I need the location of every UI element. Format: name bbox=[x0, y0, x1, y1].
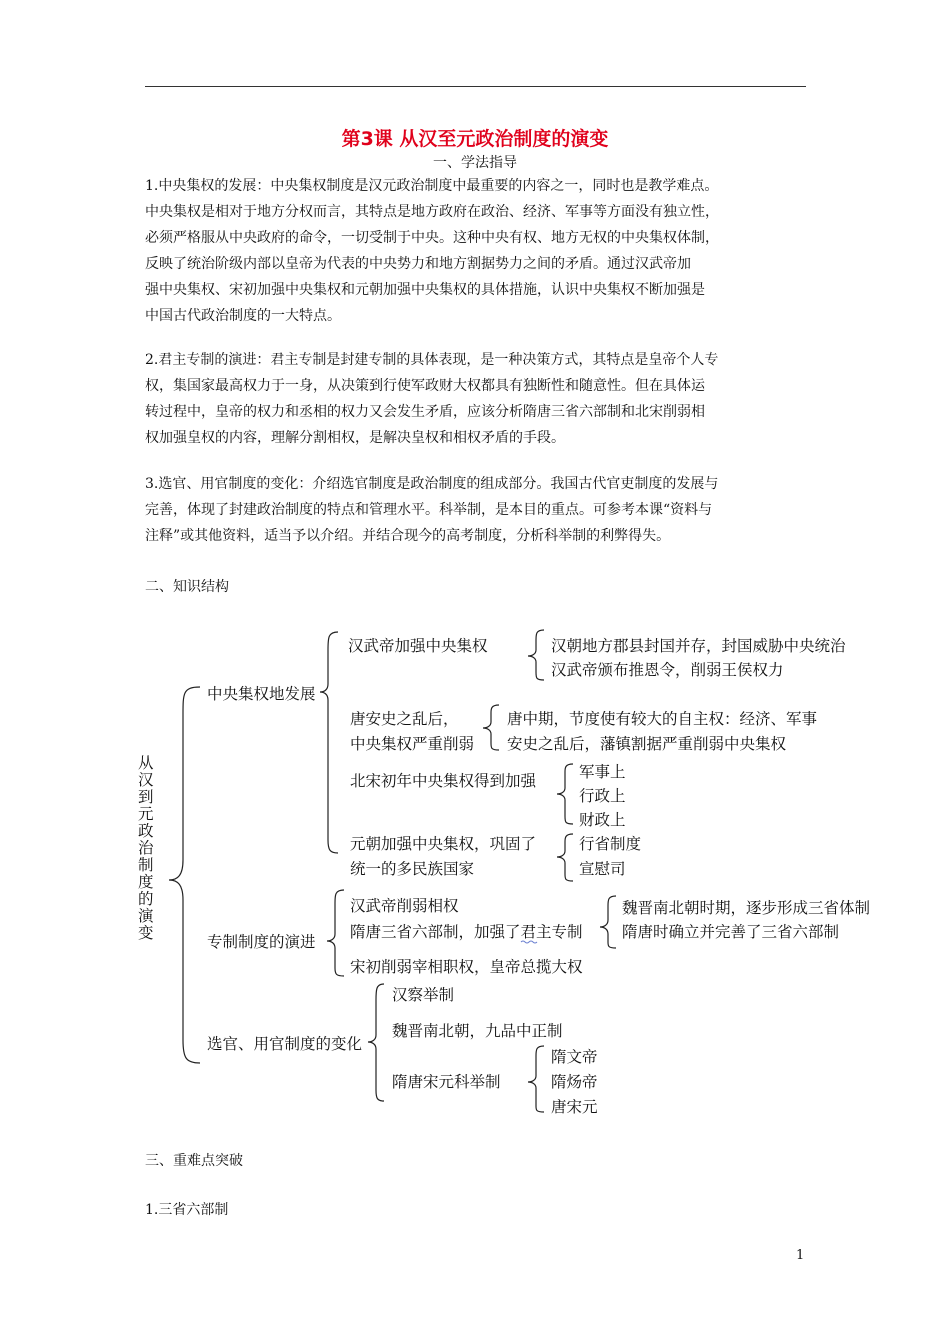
root-char: 度 bbox=[138, 873, 154, 891]
root-char: 从 bbox=[138, 754, 154, 772]
sanxing-item: 隋唐时确立并完善了三省六部制 bbox=[622, 923, 840, 941]
root-char: 演 bbox=[138, 907, 154, 925]
sanxing-brace bbox=[600, 896, 616, 948]
paragraph-line: 反映了统治阶级内部以皇帝为代表的中央势力和地方割据势力之间的矛盾。通过汉武帝加 bbox=[145, 256, 691, 272]
song-item: 财政上 bbox=[579, 811, 626, 829]
spell-underline bbox=[521, 941, 537, 943]
paragraph-line: 2.君主专制的演进：君主专制是封建专制的具体表现，是一种决策方式，其特点是皇帝个人专 bbox=[145, 352, 719, 368]
yuan-item: 宣慰司 bbox=[579, 860, 626, 878]
root-char: 变 bbox=[138, 924, 154, 942]
han-item: 汉朝地方郡县封国并存，封国威胁中央统治 bbox=[551, 637, 846, 655]
yuan-brace bbox=[557, 834, 573, 881]
root-char: 元 bbox=[138, 805, 154, 823]
root-brace bbox=[169, 687, 200, 1063]
han-item: 汉武帝颁布推恩令，削弱王侯权力 bbox=[551, 661, 784, 679]
section1-heading: 一、学法指导 bbox=[433, 155, 517, 171]
section3-heading: 三、重难点突破 bbox=[145, 1153, 243, 1169]
root-char: 汉 bbox=[138, 771, 154, 789]
selection-label: 选官、用官制度的变化 bbox=[207, 1035, 363, 1053]
yuan-label-line: 元朝加强中央集权，巩固了 bbox=[350, 835, 537, 853]
yuan-item: 行省制度 bbox=[579, 835, 642, 853]
tang-label-line: 中央集权严重削弱 bbox=[350, 735, 475, 753]
paragraph-line: 中央集权是相对于地方分权而言，其特点是地方政府在政治、经济、军事等方面没有独立性， bbox=[145, 204, 719, 220]
selection-item: 汉察举制 bbox=[392, 986, 455, 1004]
root-char: 制 bbox=[138, 856, 154, 874]
autocracy-item: 汉武帝削弱相权 bbox=[350, 897, 459, 915]
paragraph-line: 必须严格服从中央政府的命令，一切受制于中央。这种中央有权、地方无权的中央集权体制， bbox=[145, 230, 719, 246]
han-brace bbox=[528, 630, 544, 680]
song-item: 行政上 bbox=[579, 787, 626, 805]
paragraph-line: 转过程中，皇帝的权力和丞相的权力又会发生矛盾，应该分析隋唐三省六部制和北宋削弱相 bbox=[145, 404, 705, 420]
autocracy-brace bbox=[327, 890, 344, 976]
song-label: 北宋初年中央集权得到加强 bbox=[350, 772, 537, 790]
tang-brace bbox=[483, 705, 499, 750]
song-item: 军事上 bbox=[579, 763, 626, 781]
subsection-heading: 1.三省六部制 bbox=[145, 1202, 229, 1218]
page-title: 第3课 从汉至元政治制度的演变 bbox=[341, 128, 609, 150]
tang-item: 唐中期，节度使有较大的自主权：经济、军事 bbox=[507, 710, 818, 728]
paragraph-line: 中国古代政治制度的一大特点。 bbox=[145, 308, 341, 324]
keju-brace bbox=[528, 1046, 544, 1112]
root-char: 政 bbox=[138, 822, 154, 840]
section2-heading: 二、知识结构 bbox=[145, 579, 229, 595]
autocracy-item: 隋唐三省六部制，加强了君主专制 bbox=[350, 923, 583, 941]
paragraph-line: 权加强皇权的内容，理解分割相权，是解决皇权和相权矛盾的手段。 bbox=[145, 430, 565, 446]
yuan-label-line: 统一的多民族国家 bbox=[350, 860, 475, 878]
tang-item: 安史之乱后，藩镇割据严重削弱中央集权 bbox=[507, 735, 787, 753]
page-number: 1 bbox=[796, 1248, 805, 1263]
selection-item: 魏晋南北朝，九品中正制 bbox=[392, 1022, 563, 1040]
sanxing-item: 魏晋南北朝时期，逐步形成三省体制 bbox=[622, 899, 871, 917]
paragraph-line: 权，集国家最高权力于一身，从决策到行使军政财大权都具有独断性和随意性。但在具体运 bbox=[145, 378, 705, 394]
root-char: 的 bbox=[138, 890, 154, 908]
keju-item: 唐宋元 bbox=[551, 1098, 598, 1116]
paragraph-line: 1.中央集权的发展：中央集权制度是汉元政治制度中最重要的内容之一，同时也是教学难点。 bbox=[145, 178, 719, 194]
root-char: 到 bbox=[138, 788, 154, 806]
central-brace bbox=[320, 632, 338, 853]
paragraph-line: 注释”或其他资料，适当予以介绍。并结合现今的高考制度，分析科举制的利弊得失。 bbox=[145, 528, 671, 544]
paragraph-line: 强中央集权、宋初加强中央集权和元朝加强中央集权的具体措施，认识中央集权不断加强是 bbox=[145, 282, 705, 298]
song-brace bbox=[557, 764, 573, 824]
keju-item: 隋文帝 bbox=[551, 1048, 598, 1066]
autocracy-item: 宋初削弱宰相职权，皇帝总揽大权 bbox=[350, 958, 583, 976]
keju-item: 隋炀帝 bbox=[551, 1073, 598, 1091]
tang-label-line: 唐安史之乱后， bbox=[350, 710, 459, 728]
han-label: 汉武帝加强中央集权 bbox=[348, 637, 488, 655]
paragraph-line: 完善，体现了封建政治制度的特点和管理水平。科举制，是本目的重点。可参考本课“资料与 bbox=[145, 502, 713, 518]
autocracy-label: 专制制度的演进 bbox=[207, 933, 316, 951]
selection-item: 隋唐宋元科举制 bbox=[392, 1073, 501, 1091]
selection-brace bbox=[368, 984, 384, 1101]
central-label: 中央集权地发展 bbox=[207, 685, 316, 703]
root-char: 治 bbox=[138, 839, 154, 857]
paragraph-line: 3.选官、用官制度的变化：介绍选官制度是政治制度的组成部分。我国古代官吏制度的发展与 bbox=[145, 476, 719, 492]
